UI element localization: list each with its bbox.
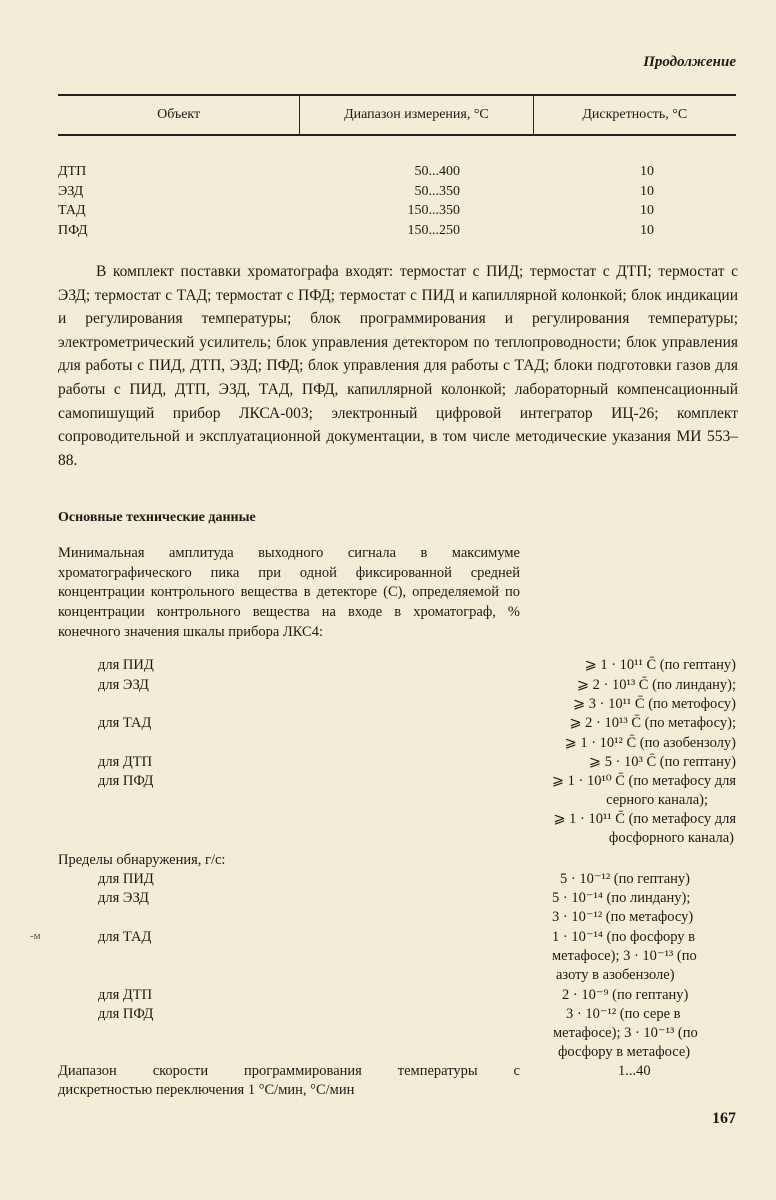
- row-range: 150...350: [407, 203, 460, 218]
- amplitude-value: ⩾ 1 · 10¹⁰ C̄ (по метафосу для: [551, 773, 736, 789]
- detection-label: для ТАД: [98, 929, 152, 945]
- detection-value: 2 · 10⁻⁹ (по гептану): [562, 987, 689, 1003]
- amplitude-value: ⩾ 1 · 10¹¹ C̄ (по гептану): [584, 657, 736, 673]
- program-speed-label-1: Диапазон скорости программирования температуры с: [58, 1063, 520, 1079]
- amplitude-value: ⩾ 2 · 10¹³ C̄ (по линдану);: [576, 677, 736, 693]
- detection-value: азоту в азобензоле): [556, 967, 675, 983]
- amplitude-label: для ДТП: [98, 754, 153, 770]
- amplitude-label: для ТАД: [98, 715, 152, 731]
- detection-value: фосфору в метафосе): [558, 1044, 691, 1060]
- table-row: [58, 201, 736, 221]
- table-row: [58, 162, 736, 182]
- detection-value: 3 · 10⁻¹² (по метафосу): [552, 909, 694, 925]
- detection-label: для ПИД: [98, 871, 154, 887]
- detection-label: для ДТП: [98, 987, 153, 1003]
- table-body: [58, 162, 736, 240]
- detection-value: 1 · 10⁻¹⁴ (по фосфору в: [552, 929, 696, 945]
- row-range: 150...250: [407, 222, 460, 238]
- detection-heading: Пределы обнаружения, г/с:: [58, 852, 226, 868]
- header-object: Объект: [58, 96, 300, 134]
- row-object: ПФД: [58, 222, 88, 238]
- margin-mark: -м: [30, 930, 41, 942]
- detection-value: 5 · 10⁻¹⁴ (по линдану);: [552, 890, 691, 906]
- program-speed-value: 1...40: [618, 1063, 651, 1079]
- detection-value: 5 · 10⁻¹² (по гептану): [560, 871, 691, 887]
- row-step: 10: [640, 164, 654, 179]
- detection-value: метафосе); 3 · 10⁻¹³ (по: [552, 948, 697, 964]
- row-object: ДТП: [58, 164, 87, 179]
- row-object: ТАД: [58, 203, 86, 218]
- detection-value: 3 · 10⁻¹² (по сере в: [566, 1006, 681, 1022]
- amplitude-label: для ПИД: [98, 657, 154, 673]
- row-step: 10: [640, 222, 654, 238]
- amplitude-value: ⩾ 1 · 10¹² C̄ (по азобензолу): [564, 735, 736, 751]
- amplitude-value: ⩾ 5 · 10³ C̄ (по гептану): [588, 754, 736, 770]
- header-range: Диапазон измерения, °С: [300, 96, 533, 134]
- section-title: Основные технические данные: [58, 510, 256, 525]
- amplitude-value: ⩾ 3 · 10¹¹ C̄ (по метофосу): [572, 696, 736, 712]
- amplitude-label: для ЭЗД: [98, 677, 149, 693]
- amplitude-label: для ПФД: [98, 773, 154, 789]
- amplitude-value: ⩾ 2 · 10¹³ C̄ (по метафосу);: [569, 715, 736, 731]
- table-row: [58, 221, 736, 241]
- row-range: 50...350: [414, 183, 460, 199]
- table-row: [58, 182, 736, 202]
- amplitude-intro: Минимальная амплитуда выходного сигнала в максимуме хроматографического пика при одной фиксированной средней концентрации контрольного вещества в детекторе (C), определяемой по концентрации контрольного вещества на входе в хроматограф, % конечного значения шкалы прибора ЛКС4:: [58, 545, 520, 640]
- amplitude-value: ⩾ 1 · 10¹¹ C̄ (по метафосу для: [553, 811, 736, 827]
- row-object: ЭЗД: [58, 183, 84, 199]
- amplitude-value: серного канала);: [606, 792, 708, 808]
- detection-label: для ПФД: [98, 1006, 154, 1022]
- row-step: 10: [640, 183, 654, 199]
- table-header: [58, 94, 736, 136]
- program-speed-label-2: дискретностью переключения 1 °С/мин, °С/мин: [58, 1082, 355, 1098]
- detection-label: для ЭЗД: [98, 890, 149, 906]
- continuation-label: Продолжение: [643, 54, 736, 70]
- detection-value: метафосе); 3 · 10⁻¹³ (по: [553, 1025, 698, 1041]
- page-number: 167: [712, 1110, 736, 1127]
- amplitude-value: фосфорного канала): [608, 830, 734, 846]
- row-step: 10: [640, 203, 654, 218]
- delivery-paragraph: В комплект поставки хроматографа входят: термостат с ПИД; термостат с ДТП; термостат с ЭЗД; термостат с ТАД; термостат с ПФД; термостат с ПИД и капиллярной колонкой; блок индикации и регулирования температуры; блок программирования и регулирования температуры; электрометрический усилитель; блок управления детектором по теплопроводности; блок управления для работы с ПИД, ДТП, ЭЗД; ПФД; блок управления для работы с ТАД; блоки подготовки газов для работы с ПИД, ДТП, ЭЗД, ТАД, ПФД, капиллярной колонкой; лабораторный компенсационный самопишущий прибор ЛКСА-003; электронный цифровой интегратор ИЦ-26; комплект сопроводительной и эксплуатационной документации, в том числе методические указания МИ 553–88.: [58, 263, 738, 469]
- row-range: 50...400: [414, 164, 460, 179]
- header-step: Дискретность, °С: [582, 107, 688, 122]
